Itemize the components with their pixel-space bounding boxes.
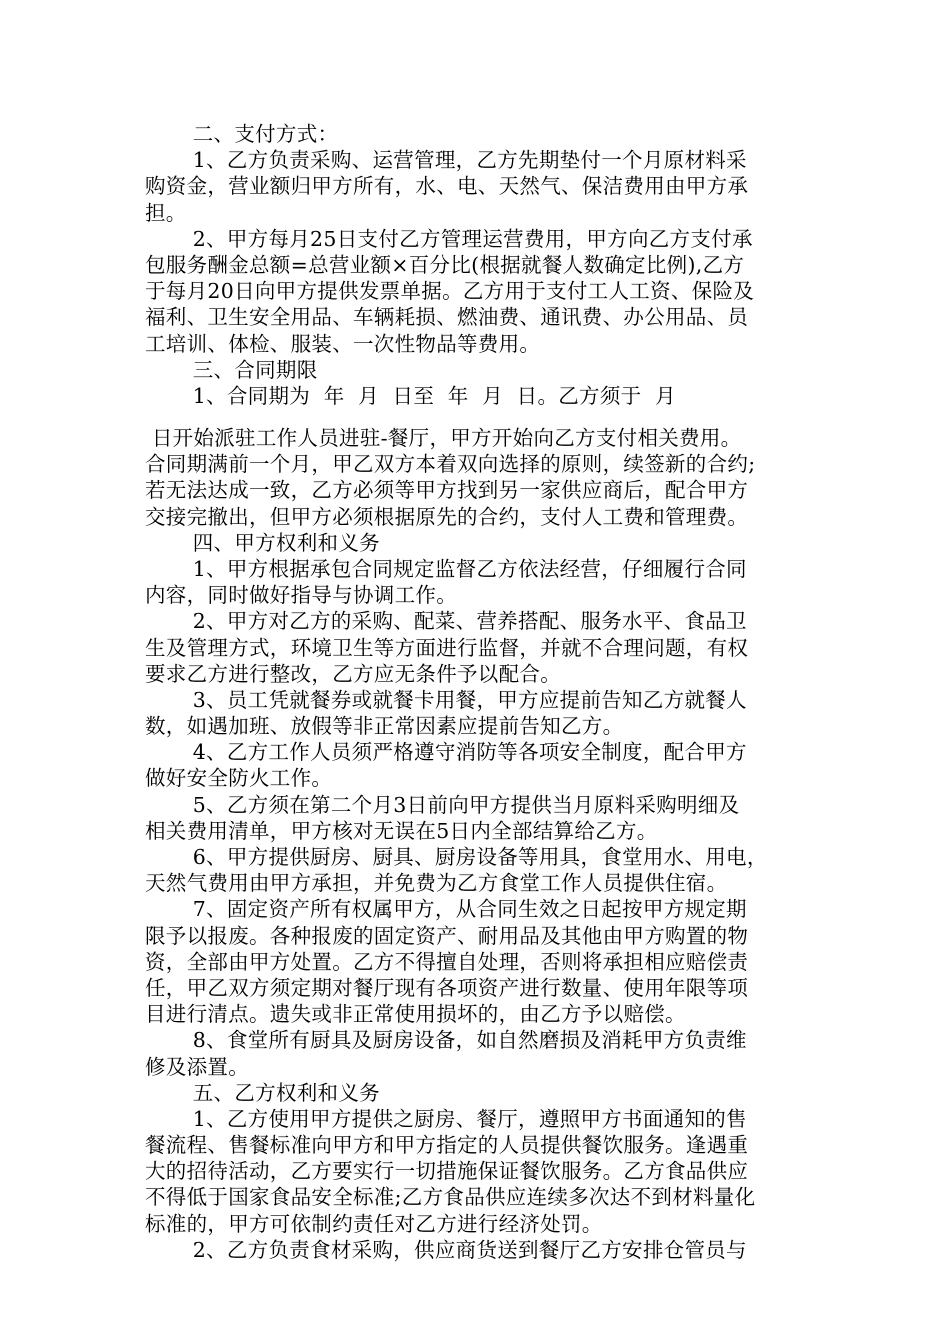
text-line: 二、支付方式： bbox=[145, 122, 339, 146]
text-line: 1、乙方使用甲方提供之厨房、餐厅，遵照甲方书面通知的售 bbox=[145, 1106, 747, 1131]
text-line: 8、食堂所有厨具及厨房设备，如自然磨损及消耗甲方负责维 bbox=[145, 1028, 747, 1053]
text-line: 修及添置。 bbox=[145, 1054, 249, 1079]
text-line: 三、合同期限 bbox=[145, 357, 318, 382]
text-line: 标准的，甲方可依制约责任对乙方进行经济处罚。 bbox=[145, 1211, 603, 1236]
text-line: 数，如遇加班、放假等非正常因素应提前告知乙方。 bbox=[145, 714, 624, 739]
text-block-lower bbox=[145, 425, 815, 1263]
text-line: 1、甲方根据承包合同规定监督乙方依法经营，仔细履行合同 bbox=[145, 556, 747, 581]
text-line: 任，甲乙双方须定期对餐厅现有各项资产进行数量、使用年限等项 bbox=[145, 975, 749, 1000]
text-line: 1、乙方负责采购、运营管理，乙方先期垫付一个月原材料采 bbox=[145, 148, 747, 173]
text-line: 限予以报废。各种报废的固定资产、耐用品及其他由甲方购置的物 bbox=[145, 923, 749, 948]
text-line: 购资金，营业额归甲方所有，水、电、天然气、保洁费用由甲方承 bbox=[145, 174, 749, 199]
text-line: 日开始派驻工作人员进驻-餐厅，甲方开始向乙方支付相关费用。 bbox=[145, 426, 742, 450]
text-line: 7、固定资产所有权属甲方，从合同生效之日起按甲方规定期 bbox=[145, 897, 747, 922]
text-line: 3、员工凭就餐券或就餐卡用餐，甲方应提前告知乙方就餐人 bbox=[145, 687, 747, 712]
text-line: 工培训、体检、服装、一次性物品等费用。 bbox=[145, 331, 541, 356]
text-line: 要求乙方进行整改，乙方应无条件予以配合。 bbox=[145, 661, 561, 686]
text-line: 合同期满前一个月，甲乙双方本着双向选择的原则，续签新的合约; bbox=[145, 452, 756, 477]
text-line: 目进行清点。遗失或非正常使用损坏的，由乙方予以赔偿。 bbox=[145, 1002, 686, 1027]
text-line: 2、甲方对乙方的采购、配菜、营养搭配、服务水平、食品卫 bbox=[145, 609, 747, 634]
text-line: 四、甲方权利和义务 bbox=[145, 530, 380, 555]
text-line: 资，全部由甲方处置。乙方不得擅自处理，否则将承担相应赔偿责 bbox=[145, 949, 749, 974]
text-line: 内容，同时做好指导与协调工作。 bbox=[145, 583, 457, 608]
text-line: 2、乙方负责食材采购，供应商货送到餐厅乙方安排仓管员与 bbox=[145, 1237, 747, 1262]
text-line: 2、甲方每月25日支付乙方管理运营费用，甲方向乙方支付承 bbox=[145, 226, 753, 251]
text-line: 5、乙方须在第二个月3日前向甲方提供当月原料采购明细及 bbox=[145, 792, 740, 817]
text-line: 生及管理方式，环境卫生等方面进行监督，并就不合理问题，有权 bbox=[145, 635, 749, 660]
text-line: 包服务酬金总额=总营业额×百分比(根据就餐人数确定比例),乙方 bbox=[145, 252, 745, 277]
text-block-upper bbox=[145, 121, 815, 409]
text-line: 1、合同期为 年 月 日至 年 月 日。乙方须于 月 bbox=[145, 383, 676, 408]
text-line: 做好安全防火工作。 bbox=[145, 766, 333, 791]
text-line: 4、乙方工作人员须严格遵守消防等各项安全制度，配合甲方 bbox=[145, 740, 747, 765]
text-line: 相关费用清单，甲方核对无误在5日内全部结算给乙方。 bbox=[145, 818, 658, 843]
text-line: 于每月20日向甲方提供发票单据。乙方用于支付工人工资、保险及 bbox=[145, 279, 755, 304]
text-line: 天然气费用由甲方承担，并免费为乙方食堂工作人员提供住宿。 bbox=[145, 871, 728, 896]
text-line: 五、乙方权利和义务 bbox=[145, 1080, 380, 1105]
text-line: 若无法达成一致，乙方必须等甲方找到另一家供应商后，配合甲方 bbox=[145, 478, 749, 503]
text-line: 交接完撤出，但甲方必须根据原先的合约，支付人工费和管理费。 bbox=[145, 504, 749, 529]
text-line: 福利、卫生安全用品、车辆耗损、燃油费、通讯费、办公用品、员 bbox=[145, 305, 749, 330]
text-line: 餐流程、售餐标准向甲方和甲方指定的人员提供餐饮服务。逢遇重 bbox=[145, 1133, 749, 1158]
text-line: 6、甲方提供厨房、厨具、厨房设备等用具，食堂用水、用电， bbox=[145, 845, 768, 869]
text-line: 不得低于国家食品安全标准;乙方食品供应连续多次达不到材料量化 bbox=[145, 1185, 756, 1210]
text-line: 担。 bbox=[145, 200, 187, 225]
text-line: 大的招待活动，乙方要实行一切措施保证餐饮服务。乙方食品供应 bbox=[145, 1159, 749, 1184]
